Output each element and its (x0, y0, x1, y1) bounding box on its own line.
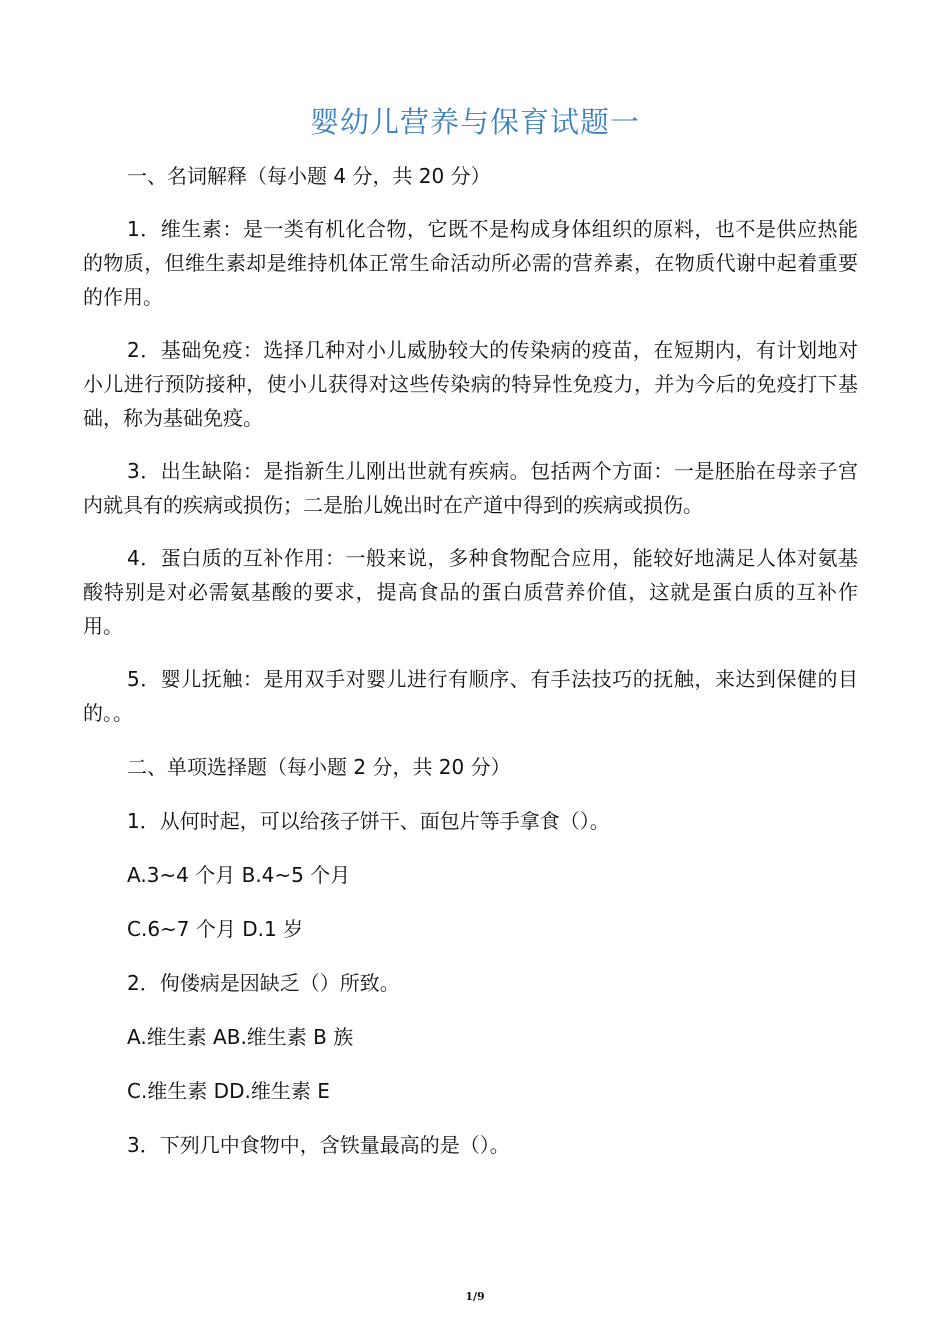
question-3: 3．下列几中食物中，含铁量最高的是（）。 (127, 1133, 510, 1157)
definition-item: 3．出生缺陷：是指新生儿刚出世就有疾病。包括两个方面：一是胚胎在母亲子宫内就具有的疾病或损伤；二是胎儿娩出时在产道中得到的疾病或损伤。 (83, 459, 858, 517)
question-1: 1．从何时起，可以给孩子饼干、面包片等手拿食（）。 (127, 809, 610, 833)
definition-item: 4．蛋白质的互补作用：一般来说，多种食物配合应用，能较好地满足人体对氨基酸特别是对必需氨基酸的要求，提高食品的蛋白质营养价值，这就是蛋白质的互补作用。 (83, 546, 858, 638)
section-heading-definitions: 一、名词解释（每小题 4 分，共 20 分） (127, 164, 491, 188)
section-heading-single-choice: 二、单项选择题（每小题 2 分，共 20 分） (127, 755, 511, 779)
page-number: 1/9 (465, 1290, 485, 1303)
question-1-options-cd: C.6~7 个月 D.1 岁 (127, 917, 304, 941)
question-2: 2．佝偻病是因缺乏（）所致。 (127, 971, 400, 995)
definition-item: 5．婴儿抚触：是用双手对婴儿进行有顺序、有手法技巧的抚触，来达到保健的目的。。 (83, 667, 858, 725)
question-2-options-ab: A.维生素 AB.维生素 B 族 (127, 1025, 354, 1049)
question-1-options-ab: A.3~4 个月 B.4~5 个月 (127, 863, 351, 887)
definition-item: 1．维生素：是一类有机化合物，它既不是构成身体组织的原料，也不是供应热能的物质，但维生素却是维持机体正常生命活动所必需的营养素，在物质代谢中起着重要的作用。 (83, 217, 858, 309)
question-2-options-cd: C.维生素 DD.维生素 E (127, 1079, 330, 1103)
definition-item: 2．基础免疫：选择几种对小儿威胁较大的传染病的疫苗，在短期内，有计划地对小儿进行预防接种，使小儿获得对这些传染病的特异性免疫力，并为今后的免疫打下基础，称为基础免疫。 (83, 338, 858, 430)
page-title: 婴幼儿营养与保育试题一 (309, 105, 640, 139)
document-body (83, 158, 858, 1181)
